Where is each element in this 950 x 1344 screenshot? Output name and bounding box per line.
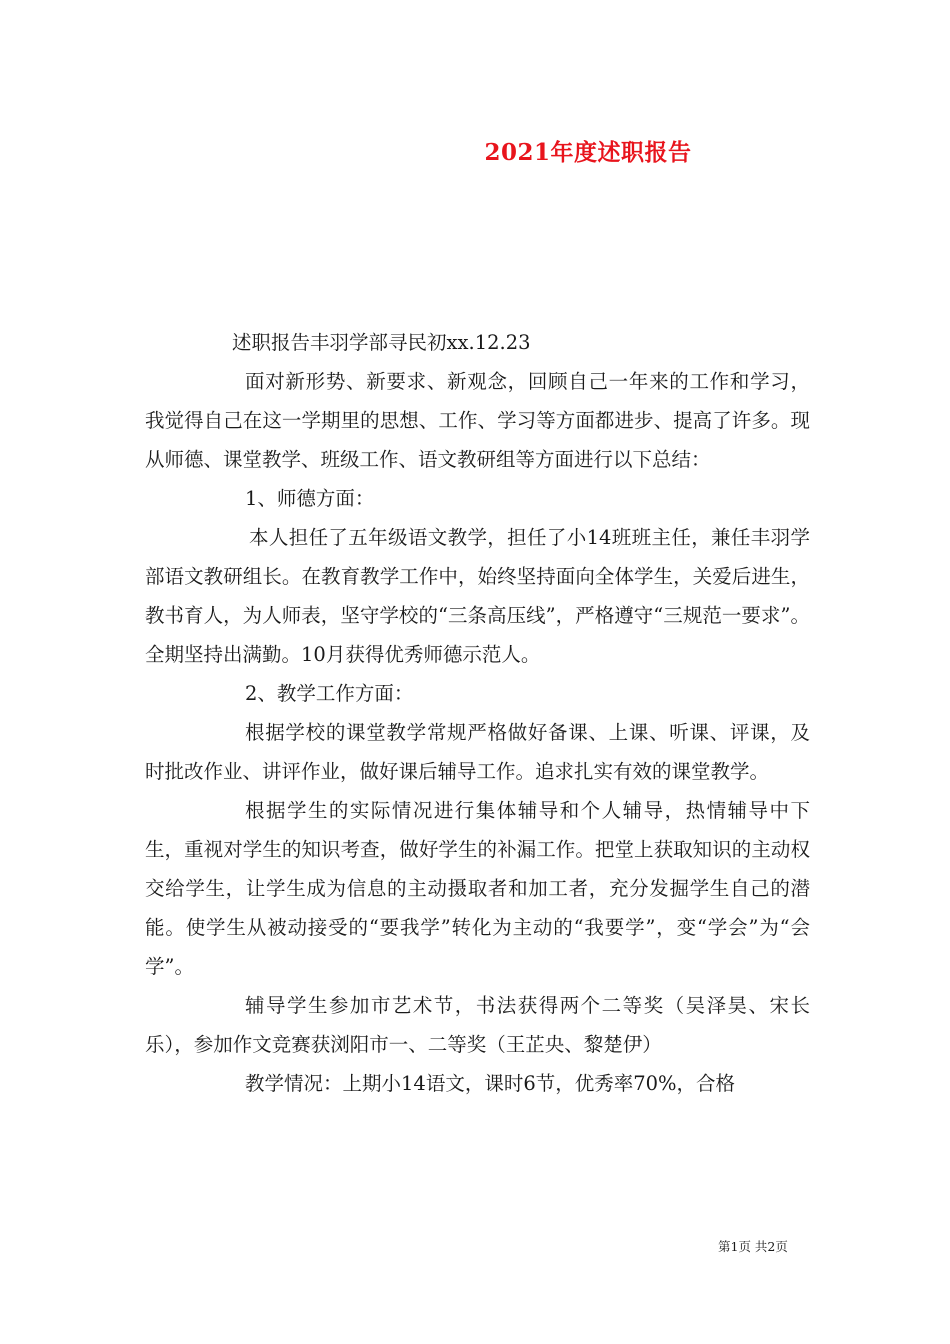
paragraph-awards: 辅导学生参加市艺术节，书法获得两个二等奖（吴泽昊、宋长乐），参加作文竞赛获浏阳市一、二等奖（王芷央、黎楚伊） xyxy=(145,994,810,1056)
section-heading-teaching: 2、教学工作方面： xyxy=(245,682,414,705)
paragraph-teaching-stats: 教学情况：上期小14语文，课时6节，优秀率70%，合格 xyxy=(245,1072,736,1095)
paragraph-teaching-routine: 根据学校的课堂教学常规严格做好备课、上课、听课、评课，及时批改作业、讲评作业，做好课后辅导工作。追求扎实有效的课堂教学。 xyxy=(145,721,810,783)
paragraph-intro: 面对新形势、新要求、新观念，回顾自己一年来的工作和学习，我觉得自己在这一学期里的思想、工作、学习等方面都进步、提高了许多。现从师德、课堂教学、班级工作、语文教研组等方面进行以下总结： xyxy=(145,370,810,471)
author-date-line: 述职报告丰羽学部寻民初xx.12.23 xyxy=(232,331,531,354)
document-body xyxy=(145,323,810,1103)
document-title: 2021年度述职报告 xyxy=(484,139,692,166)
page-number-footer: 第1页 共2页 xyxy=(718,1239,788,1254)
paragraph-tutoring: 根据学生的实际情况进行集体辅导和个人辅导，热情辅导中下生，重视对学生的知识考查，做好学生的补漏工作。把堂上获取知识的主动权交给学生，让学生成为信息的主动摄取者和加工者，充分发掘学生自己的潜能。使学生从被动接受的“要我学”转化为主动的“我要学”，变“学会”为“会学”。 xyxy=(145,799,810,978)
section-heading-ethics: 1、师德方面： xyxy=(245,487,375,510)
paragraph-ethics: 本人担任了五年级语文教学，担任了小14班班主任，兼任丰羽学部语文教研组长。在教育教学工作中，始终坚持面向全体学生，关爱后进生，教书育人，为人师表，坚守学校的“三条高压线”，严格遵守“三规范一要求”。全期坚持出满勤。10月获得优秀师德示范人。 xyxy=(145,526,810,666)
